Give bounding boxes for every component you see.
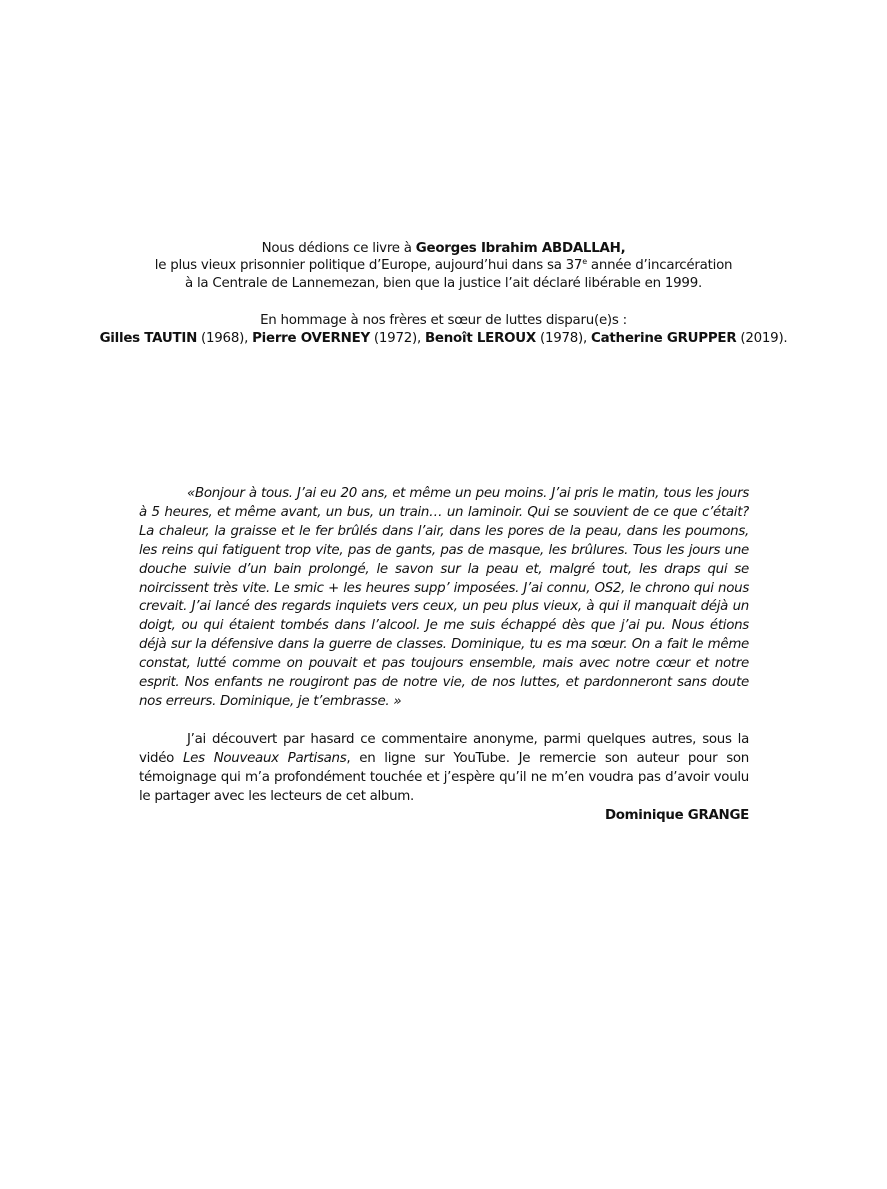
video-title: Les Nouveaux Partisans xyxy=(183,750,347,766)
homage-year: (2019). xyxy=(736,330,788,346)
homage-name: Gilles TAUTIN xyxy=(99,330,198,346)
dedication-line-2 xyxy=(0,257,887,274)
author-note xyxy=(139,731,749,807)
dedication-line-3: à la Centrale de Lannemezan, bien que la justice l’ait déclaré libérable en 1999. xyxy=(185,275,702,291)
testimony-block xyxy=(139,485,749,825)
homage-name: Pierre OVERNEY xyxy=(252,330,370,346)
homage-year: (1972), xyxy=(369,330,425,346)
homage-intro: En hommage à nos frères et sœur de luttes disparu(e)s : xyxy=(260,313,627,329)
dedicatee-name: Georges Ibrahim ABDALLAH, xyxy=(415,241,626,256)
homage-name: Catherine GRUPPER xyxy=(591,330,737,346)
dedication-line-2-text: le plus vieux prisonnier politique d’Europe, aujourd’hui dans sa 37 xyxy=(154,258,583,274)
spacer xyxy=(0,292,887,312)
homage-year: (1978), xyxy=(535,330,592,346)
anonymous-quote: «Bonjour à tous. J’ai eu 20 ans, et même un peu moins. J’ai pris le matin, tous les jours à 5 heures, et même avant, un bus, un train… un laminoir. Qui se souvient de ce que c’était? La chaleur, la graisse et le fer brûlés dans l’air, dans les pores de la peau, dans les poumons, les reins qui fatiguent trop vite, pas de gants, pas de masque, les brûlures. Tous les jours une douche suivie d’un bain prolongé, le savon sur la peau et, malgré tout, les draps qui se noircissent très vite. Le smic + les heures supp’ imposées. J’ai connu, OS2, le chrono qui nous crevait. J’ai lancé des regards inquiets vers ceux, un peu plus vieux, à qui il manquait déjà un doigt, ou qui étaient tombés dans l’alcool. Je me suis échappé dès que j’ai pu. Nous étions déjà sur la défensive dans la guerre de classes. Dominique, tu es ma sœur. On a fait le même constat, lutté comme on pouvait et pas toujours ensemble, mais avec notre cœur et notre esprit. Nos enfants ne rougiront pas de notre vie, de nos luttes, et pardonneront sans doute nos erreurs. Dominique, je t’embrasse. » xyxy=(139,486,749,709)
author-note-intro: J’ai découvert par hasard ce commentaire anonyme, parmi quelques autres, sous la vidéo xyxy=(139,731,749,766)
dedication-block xyxy=(0,240,887,347)
spacer xyxy=(139,712,749,731)
dedication-line-1 xyxy=(0,240,887,257)
homage-name: Benoît LEROUX xyxy=(424,330,536,346)
ordinal-superscript: e xyxy=(582,257,587,267)
dedication-intro: Nous dédions ce livre à xyxy=(261,241,416,256)
signature: Dominique GRANGE xyxy=(604,807,749,823)
homage-names-line xyxy=(0,330,887,347)
homage-year: (1968), xyxy=(197,330,253,346)
author-note-rest: , en ligne sur YouTube. Je remercie son auteur pour son témoignage qui m’a profondément touchée et j’espère qu’il ne m’en voudra pas d’avoir voulu le partager avec les lecteurs de cet album. xyxy=(139,750,749,804)
dedication-line-2-suffix: année d’incarcération xyxy=(586,258,733,274)
